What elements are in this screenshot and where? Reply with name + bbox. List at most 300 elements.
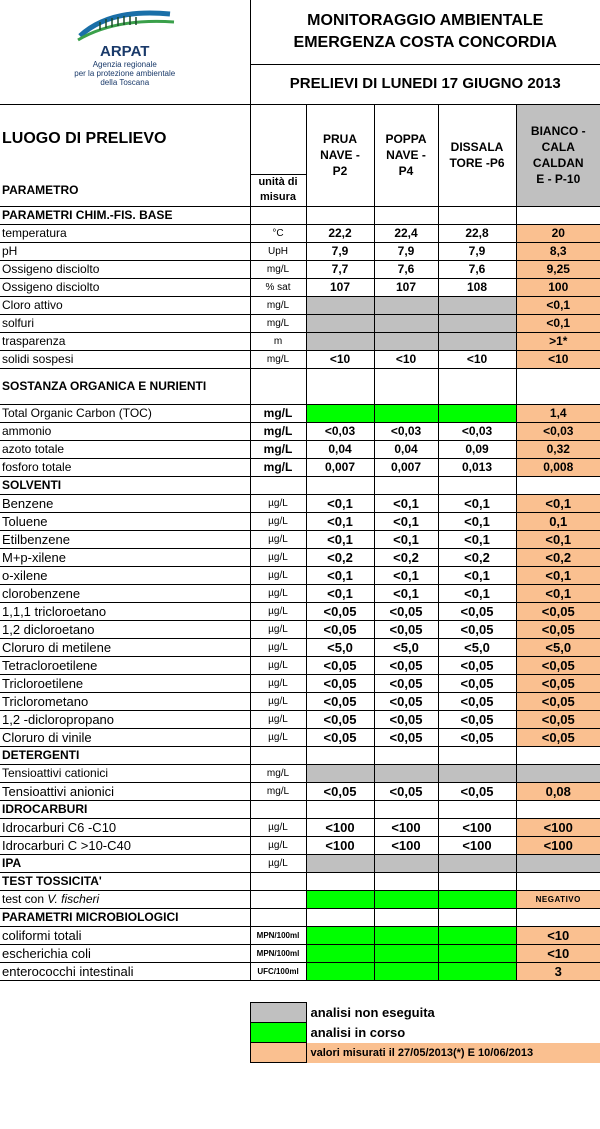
value-p4: 7,6: [374, 260, 438, 278]
value-p2: <0,05: [306, 620, 374, 638]
value-p10: <10: [516, 944, 600, 962]
empty-cell: [438, 908, 516, 926]
value-p4: [374, 404, 438, 422]
table-row: [0, 494, 600, 512]
page-subtitle: PRELIEVI DI LUNEDI 17 GIUGNO 2013: [250, 64, 600, 104]
value-p10: <0,03: [516, 422, 600, 440]
empty-cell: [438, 746, 516, 764]
value-p10: <10: [516, 350, 600, 368]
table-row: [0, 674, 600, 692]
value-p6: [438, 314, 516, 332]
param-name: azoto totale: [0, 440, 250, 458]
empty-cell: [306, 872, 374, 890]
value-p10: 0,08: [516, 782, 600, 800]
legend-gray-label: analisi non eseguita: [310, 1005, 435, 1020]
value-p2: <10: [306, 350, 374, 368]
param-name: Cloruro di vinile: [0, 728, 250, 746]
table-row: [0, 890, 600, 908]
table-row: [0, 692, 600, 710]
param-name: Cloro attivo: [0, 296, 250, 314]
param-unit: µg/L: [250, 602, 306, 620]
param-name: Benzene: [0, 494, 250, 512]
table-row: [0, 224, 600, 242]
table-row: [0, 656, 600, 674]
value-p6: [438, 962, 516, 980]
table-row: [0, 962, 600, 980]
param-unit: µg/L: [250, 638, 306, 656]
value-p4: <5,0: [374, 638, 438, 656]
value-p10: <0,1: [516, 314, 600, 332]
value-p4: <0,1: [374, 566, 438, 584]
col-header-p6: [438, 104, 516, 206]
value-p10: 20: [516, 224, 600, 242]
value-p4: [374, 926, 438, 944]
col-header-line: NAVE -: [386, 148, 426, 162]
value-p4: <0,05: [374, 692, 438, 710]
section-row: [0, 908, 600, 926]
title-line: MONITORAGGIO AMBIENTALE: [307, 11, 544, 29]
empty-cell: [374, 368, 438, 404]
section-row: [0, 476, 600, 494]
unit-header-line: unità di: [258, 176, 298, 188]
empty-cell: [516, 368, 600, 404]
value-p4: [374, 764, 438, 782]
col-header-line: P2: [332, 164, 348, 178]
param-unit: µg/L: [250, 548, 306, 566]
param-name: temperatura: [0, 224, 250, 242]
value-p2: <0,05: [306, 656, 374, 674]
value-p2: <0,05: [306, 602, 374, 620]
value-p2: <0,05: [306, 692, 374, 710]
luogo-header: LUOGO DI PRELIEVO: [0, 104, 250, 174]
value-p10: 3: [516, 962, 600, 980]
value-p2: <0,1: [306, 584, 374, 602]
value-p4: <100: [374, 818, 438, 836]
empty-cell: [438, 206, 516, 224]
value-p4: <0,1: [374, 584, 438, 602]
value-p4: <0,05: [374, 602, 438, 620]
param-unit: mg/L: [250, 422, 306, 440]
param-unit: mg/L: [250, 404, 306, 422]
value-p6: <0,05: [438, 656, 516, 674]
value-p10: <100: [516, 836, 600, 854]
empty-cell: [438, 476, 516, 494]
value-p6: 108: [438, 278, 516, 296]
param-unit: mg/L: [250, 458, 306, 476]
table-row: [0, 404, 600, 422]
empty-cell: [516, 872, 600, 890]
value-p10: <0,05: [516, 602, 600, 620]
unit-header: [250, 174, 306, 206]
param-unit: mg/L: [250, 350, 306, 368]
org-desc-line: per la protezione ambientale: [74, 69, 176, 78]
value-p6: <100: [438, 836, 516, 854]
param-name: Idrocarburi C6 -C10: [0, 818, 250, 836]
legend-orange-swatch: [250, 1043, 306, 1063]
value-p2: [306, 926, 374, 944]
value-p6: [438, 332, 516, 350]
param-name: clorobenzene: [0, 584, 250, 602]
empty-cell: [374, 800, 438, 818]
empty-cell: [250, 872, 306, 890]
section-row: [0, 206, 600, 224]
table-row: [0, 926, 600, 944]
value-p10: <100: [516, 818, 600, 836]
param-unit: µg/L: [250, 584, 306, 602]
param-unit: UpH: [250, 242, 306, 260]
empty-cell: [516, 206, 600, 224]
value-p10: <0,05: [516, 728, 600, 746]
value-p4: 22,4: [374, 224, 438, 242]
value-p10: 0,32: [516, 440, 600, 458]
param-name: Tensioattivi cationici: [0, 764, 250, 782]
table-row: [0, 620, 600, 638]
value-p6: 7,6: [438, 260, 516, 278]
section-row: [0, 368, 600, 404]
param-name: Tricloroetilene: [0, 674, 250, 692]
param-name: IPA: [0, 854, 250, 872]
param-unit: µg/L: [250, 656, 306, 674]
param-unit: MPN/100ml: [250, 944, 306, 962]
table-row: [0, 854, 600, 872]
value-p4: 0,04: [374, 440, 438, 458]
value-p4: 0,007: [374, 458, 438, 476]
table-row: [0, 782, 600, 800]
value-p6: [438, 764, 516, 782]
param-name: escherichia coli: [0, 944, 250, 962]
logo-block: [0, 0, 250, 104]
table-row: [0, 836, 600, 854]
value-p2: <5,0: [306, 638, 374, 656]
org-desc: [2, 60, 248, 87]
empty-cell: [306, 476, 374, 494]
value-p4: [374, 962, 438, 980]
table-row: [0, 728, 600, 746]
col-header-line: PRUA: [322, 132, 357, 146]
section-row: [0, 746, 600, 764]
value-p2: [306, 332, 374, 350]
value-p10: <0,1: [516, 584, 600, 602]
value-p6: <0,1: [438, 566, 516, 584]
value-p2: 7,9: [306, 242, 374, 260]
value-p4: <100: [374, 836, 438, 854]
org-desc-line: Agenzia regionale: [92, 60, 157, 69]
empty-cell: [374, 872, 438, 890]
species-name: V. fischeri: [47, 892, 100, 906]
empty-cell: [374, 908, 438, 926]
value-p2: [306, 296, 374, 314]
value-p2: <0,05: [306, 782, 374, 800]
table-row: [0, 458, 600, 476]
col-header-line: CALA: [541, 140, 575, 154]
table-row: [0, 944, 600, 962]
value-p2: <100: [306, 818, 374, 836]
arpat-logo-icon: [70, 6, 180, 44]
col-header-p10: [516, 104, 600, 206]
table-row: [0, 440, 600, 458]
param-name: enterococchi intestinali: [0, 962, 250, 980]
empty-cell: [438, 800, 516, 818]
value-p4: [374, 332, 438, 350]
section-title: IDROCARBURI: [0, 800, 250, 818]
table-row: [0, 296, 600, 314]
param-unit: [250, 890, 306, 908]
param-name: 1,2 dicloroetano: [0, 620, 250, 638]
value-p2: <0,05: [306, 674, 374, 692]
param-name: Total Organic Carbon (TOC): [0, 404, 250, 422]
value-p4: <0,2: [374, 548, 438, 566]
org-name: ARPAT: [100, 43, 150, 60]
col-header-line: CALDAN: [532, 156, 584, 170]
legend-gray-swatch: [250, 1003, 306, 1023]
empty-cell: [374, 206, 438, 224]
value-p10: 100: [516, 278, 600, 296]
value-p2: [306, 314, 374, 332]
empty-cell: [250, 746, 306, 764]
section-title: SOSTANZA ORGANICA E NURIENTI: [0, 368, 250, 404]
value-p6: <0,1: [438, 512, 516, 530]
empty-cell: [516, 476, 600, 494]
table-row: [0, 314, 600, 332]
value-p2: [306, 854, 374, 872]
empty-cell: [516, 800, 600, 818]
value-p10: 0,1: [516, 512, 600, 530]
empty-cell: [250, 800, 306, 818]
table-row: [0, 332, 600, 350]
value-p6: [438, 890, 516, 908]
table-row: [0, 566, 600, 584]
section-title: SOLVENTI: [0, 476, 250, 494]
param-unit: mg/L: [250, 260, 306, 278]
table-row: [0, 548, 600, 566]
table-row: [0, 638, 600, 656]
value-p10: <0,05: [516, 656, 600, 674]
value-p6: <100: [438, 818, 516, 836]
param-unit: µg/L: [250, 494, 306, 512]
value-p4: <0,05: [374, 728, 438, 746]
value-p2: <0,03: [306, 422, 374, 440]
col-header-line: P4: [398, 164, 414, 178]
param-name: Tensioattivi anionici: [0, 782, 250, 800]
value-p10: <0,2: [516, 548, 600, 566]
param-name: solfuri: [0, 314, 250, 332]
value-p2: [306, 962, 374, 980]
empty-cell: [306, 908, 374, 926]
value-p2: 0,04: [306, 440, 374, 458]
value-p4: [374, 854, 438, 872]
value-p10: <0,05: [516, 692, 600, 710]
data-table: [0, 104, 600, 981]
empty-cell: [250, 368, 306, 404]
value-p6: <0,05: [438, 710, 516, 728]
value-p10: NEGATIVO: [516, 890, 600, 908]
value-p6: [438, 404, 516, 422]
section-title: PARAMETRI CHIM.-FIS. BASE: [0, 206, 250, 224]
value-p6: <0,05: [438, 782, 516, 800]
value-p4: <0,05: [374, 656, 438, 674]
param-name: test con V. fischeri: [0, 890, 250, 908]
empty-cell: [438, 872, 516, 890]
param-unit: mg/L: [250, 296, 306, 314]
param-name: coliformi totali: [0, 926, 250, 944]
value-p6: <0,05: [438, 602, 516, 620]
value-p4: [374, 296, 438, 314]
param-name: Ossigeno disciolto: [0, 260, 250, 278]
value-p2: [306, 404, 374, 422]
value-p6: [438, 296, 516, 314]
value-p2: <0,1: [306, 530, 374, 548]
param-unit: µg/L: [250, 530, 306, 548]
title-line: EMERGENZA COSTA CONCORDIA: [293, 33, 557, 51]
param-name: Toluene: [0, 512, 250, 530]
value-p6: <10: [438, 350, 516, 368]
value-p10: >1*: [516, 332, 600, 350]
legend-orange-label: valori misurati il 27/05/2013(*) E 10/06/2013: [306, 1043, 600, 1063]
section-title: TEST TOSSICITA': [0, 872, 250, 890]
value-p2: [306, 890, 374, 908]
value-p10: <0,05: [516, 620, 600, 638]
value-p4: <0,05: [374, 674, 438, 692]
table-row: [0, 584, 600, 602]
legend-green-swatch: [250, 1023, 306, 1043]
header-table: [0, 0, 600, 105]
empty-cell: [516, 908, 600, 926]
value-p4: 107: [374, 278, 438, 296]
legend-green-label: analisi in corso: [310, 1025, 406, 1040]
col-header-line: E - P-10: [536, 172, 581, 186]
value-p10: <0,05: [516, 710, 600, 728]
value-p6: <0,1: [438, 494, 516, 512]
value-p2: <0,1: [306, 512, 374, 530]
param-name: trasparenza: [0, 332, 250, 350]
value-p10: 8,3: [516, 242, 600, 260]
value-p10: 0,008: [516, 458, 600, 476]
param-unit: UFC/100ml: [250, 962, 306, 980]
value-p2: <0,05: [306, 710, 374, 728]
value-p6: <0,1: [438, 530, 516, 548]
parametro-header: PARAMETRO: [0, 174, 250, 206]
unit-header-line: misura: [259, 191, 297, 203]
page-title: [250, 0, 600, 64]
param-unit: mg/L: [250, 440, 306, 458]
param-unit: µg/L: [250, 818, 306, 836]
param-name: o-xilene: [0, 566, 250, 584]
value-p2: <0,05: [306, 728, 374, 746]
org-desc-line: della Toscana: [100, 78, 150, 87]
param-unit: µg/L: [250, 674, 306, 692]
empty-cell: [250, 206, 306, 224]
value-p6: [438, 854, 516, 872]
value-p4: <0,05: [374, 620, 438, 638]
value-p10: <0,1: [516, 566, 600, 584]
param-unit: MPN/100ml: [250, 926, 306, 944]
value-p4: 7,9: [374, 242, 438, 260]
value-p6: <0,05: [438, 674, 516, 692]
value-p6: 22,8: [438, 224, 516, 242]
value-p2: <0,1: [306, 566, 374, 584]
value-p6: 0,013: [438, 458, 516, 476]
param-name: Tetracloroetilene: [0, 656, 250, 674]
value-p6: <0,05: [438, 728, 516, 746]
param-name: Etilbenzene: [0, 530, 250, 548]
param-unit: µg/L: [250, 620, 306, 638]
table-row: [0, 512, 600, 530]
value-p4: <0,03: [374, 422, 438, 440]
section-row: [0, 800, 600, 818]
table-row: [0, 422, 600, 440]
value-p6: [438, 926, 516, 944]
param-name: pH: [0, 242, 250, 260]
param-name: M+p-xilene: [0, 548, 250, 566]
col-header-p4: [374, 104, 438, 206]
value-p6: <5,0: [438, 638, 516, 656]
value-p10: [516, 854, 600, 872]
value-p2: 0,007: [306, 458, 374, 476]
col-header-line: DISSALA: [450, 140, 504, 154]
value-p2: [306, 764, 374, 782]
value-p2: <0,1: [306, 494, 374, 512]
value-p4: [374, 314, 438, 332]
value-p2: <100: [306, 836, 374, 854]
table-row: [0, 242, 600, 260]
value-p2: <0,2: [306, 548, 374, 566]
table-row: [0, 530, 600, 548]
value-p10: <0,1: [516, 296, 600, 314]
value-p10: <5,0: [516, 638, 600, 656]
param-name: 1,2 -dicloropropano: [0, 710, 250, 728]
table-row: [0, 764, 600, 782]
param-name: Ossigeno disciolto: [0, 278, 250, 296]
section-row: [0, 872, 600, 890]
empty-cell: [306, 368, 374, 404]
param-unit: µg/L: [250, 566, 306, 584]
col-header-line: BIANCO -: [530, 124, 586, 138]
empty-cell: [374, 746, 438, 764]
param-unit: m: [250, 332, 306, 350]
col-header-line: NAVE -: [320, 148, 360, 162]
empty-cell: [374, 476, 438, 494]
empty-cell: [516, 746, 600, 764]
param-unit: mg/L: [250, 314, 306, 332]
param-name: fosforo totale: [0, 458, 250, 476]
value-p6: <0,03: [438, 422, 516, 440]
param-unit: µg/L: [250, 692, 306, 710]
param-unit: % sat: [250, 278, 306, 296]
value-p2: 22,2: [306, 224, 374, 242]
value-p4: <0,05: [374, 710, 438, 728]
value-p4: <10: [374, 350, 438, 368]
value-p6: 7,9: [438, 242, 516, 260]
param-unit: µg/L: [250, 728, 306, 746]
value-p10: [516, 764, 600, 782]
param-unit: µg/L: [250, 710, 306, 728]
value-p6: <0,2: [438, 548, 516, 566]
value-p2: 107: [306, 278, 374, 296]
table-row: [0, 602, 600, 620]
param-name: ammonio: [0, 422, 250, 440]
section-title: DETERGENTI: [0, 746, 250, 764]
legend-table: [0, 985, 600, 1064]
empty-cell: [306, 206, 374, 224]
value-p2: 7,7: [306, 260, 374, 278]
value-p4: [374, 890, 438, 908]
value-p6: <0,05: [438, 692, 516, 710]
value-p4: <0,1: [374, 512, 438, 530]
param-unit: mg/L: [250, 764, 306, 782]
empty-cell: [306, 746, 374, 764]
param-unit: µg/L: [250, 512, 306, 530]
value-p10: <10: [516, 926, 600, 944]
